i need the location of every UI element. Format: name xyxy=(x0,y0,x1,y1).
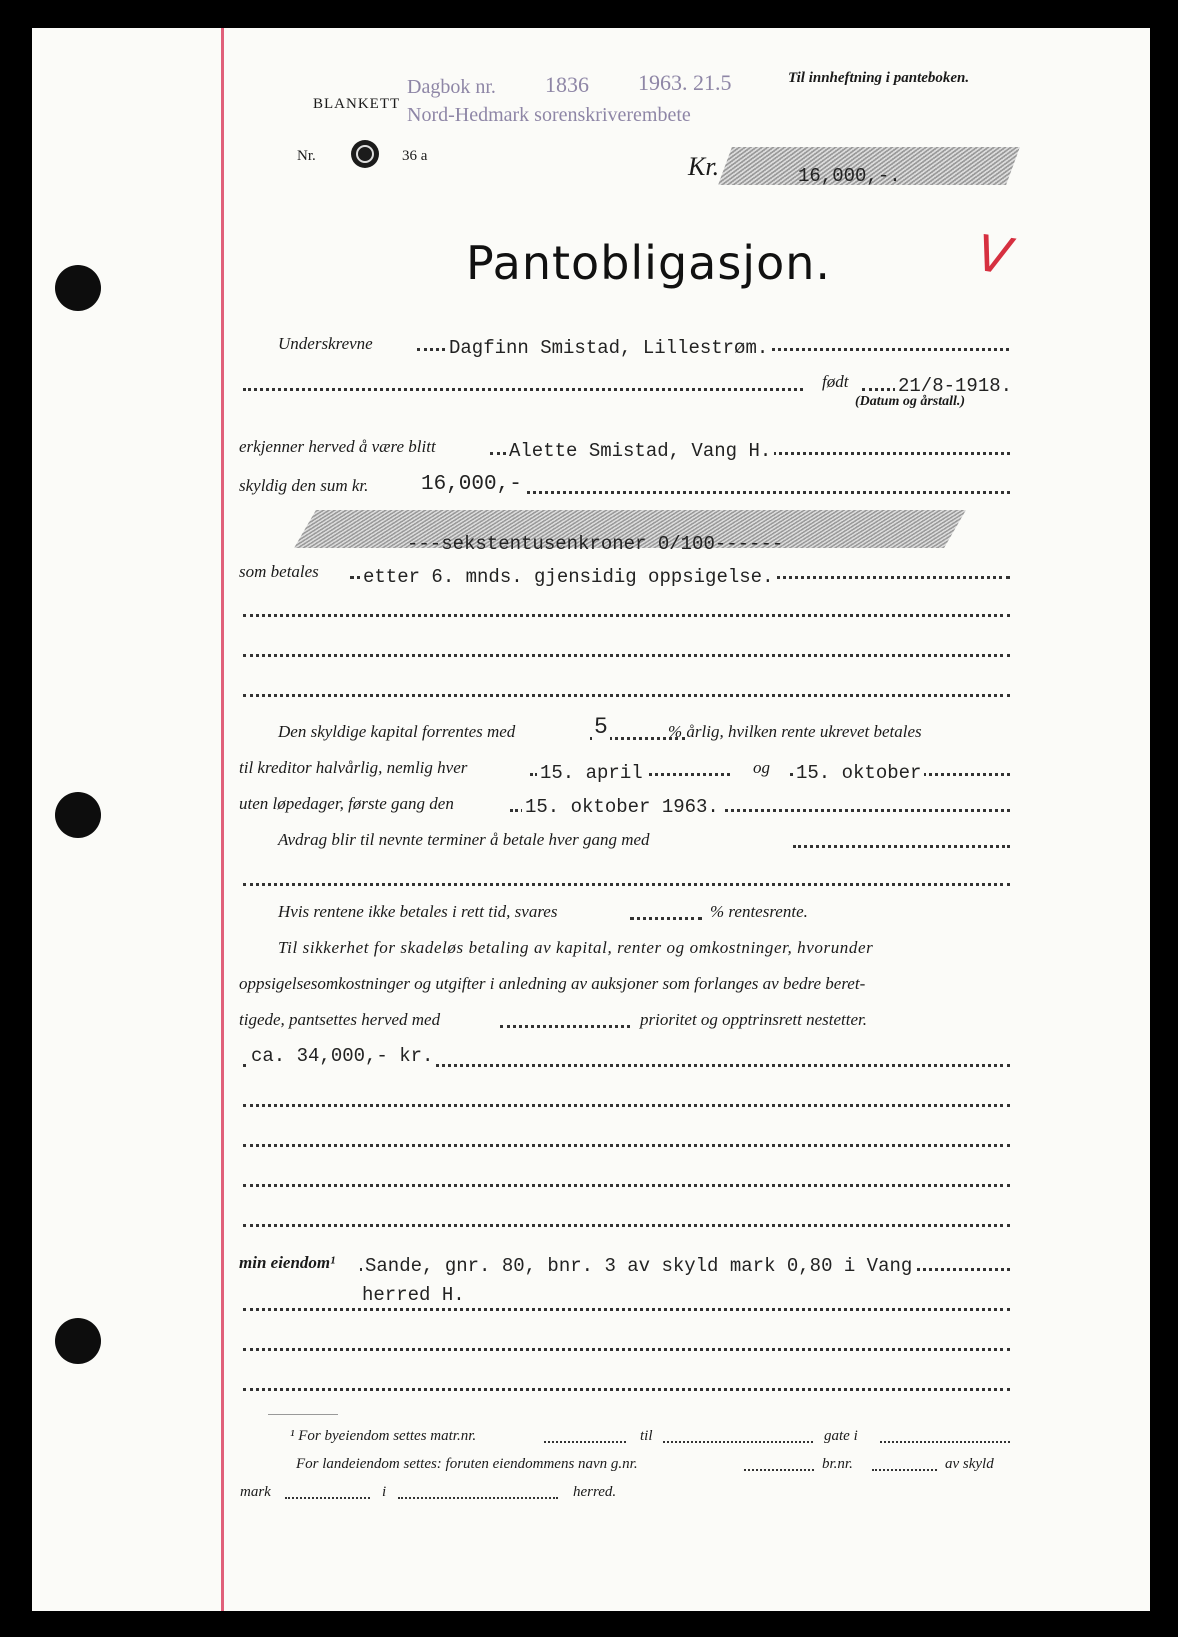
halfyear-label: til kreditor halvårlig, nemlig hver xyxy=(239,758,468,777)
dotted-line xyxy=(744,1469,814,1471)
born-label: født xyxy=(822,372,849,391)
kr-label: Kr. xyxy=(688,152,720,181)
amount-value: 16,000,-. xyxy=(798,165,901,187)
born-value: 21/8-1918. xyxy=(895,375,1015,397)
seal-icon xyxy=(351,140,379,168)
dotted-line xyxy=(243,654,1010,657)
dotted-line xyxy=(243,694,1010,697)
punch-hole xyxy=(55,265,101,311)
undersigned-label: Underskrevne xyxy=(278,334,373,353)
dotted-line xyxy=(243,1308,1010,1311)
footnote-rule xyxy=(268,1414,338,1415)
dotted-line xyxy=(630,917,702,920)
dotted-line xyxy=(243,1104,1010,1107)
rente-label-b: % rentesrente. xyxy=(710,902,808,921)
first-date-value: 15. oktober 1963. xyxy=(522,796,722,818)
footnote-2b: br.nr. xyxy=(822,1456,853,1472)
footnote-3a: mark xyxy=(240,1484,271,1500)
first-date-label: uten løpedager, første gang den xyxy=(239,794,454,813)
document-title: Pantobligasjon. xyxy=(466,236,832,290)
footnote-2c: av skyld xyxy=(945,1456,994,1472)
footnote-3c: herred. xyxy=(573,1484,617,1500)
undersigned-value: Dagfinn Smistad, Lillestrøm. xyxy=(446,337,771,359)
dotted-line xyxy=(243,1388,1010,1391)
check-mark: V xyxy=(973,223,1016,287)
owe-label: skyldig den sum kr. xyxy=(239,476,369,495)
security-line-3a: tigede, pantsettes herved med xyxy=(239,1010,441,1029)
dotted-line xyxy=(243,883,1010,886)
amount-words: ---sekstentusenkroner 0/100------ xyxy=(407,533,784,555)
creditor-value: Alette Smistad, Vang H. xyxy=(506,440,774,462)
dotted-line xyxy=(793,845,1010,848)
stamp-dagbok-number: 1836 xyxy=(545,72,589,97)
dotted-line xyxy=(663,1441,813,1443)
dotted-line xyxy=(243,1224,1010,1227)
punch-hole xyxy=(55,792,101,838)
footnote-1c: gate i xyxy=(824,1428,858,1444)
dotted-line xyxy=(500,1025,630,1028)
dotted-line xyxy=(243,1348,1010,1351)
dotted-line xyxy=(398,1497,558,1499)
blankett-label: BLANKETT xyxy=(313,96,401,112)
stamp-dagbok: Dagbok nr. xyxy=(407,76,496,98)
prior-value: ca. 34,000,- kr. xyxy=(248,1045,436,1067)
stamp-date: 1963. 21.5 xyxy=(638,70,732,95)
born-hint: (Datum og årstall.) xyxy=(855,394,966,409)
form-number: 36 a xyxy=(402,148,428,164)
dotted-line xyxy=(285,1497,370,1499)
dotted-line xyxy=(243,614,1010,617)
rente-label: Hvis rentene ikke betales i rett tid, svares xyxy=(278,902,558,921)
footnote-1b: til xyxy=(640,1428,653,1444)
avdrag-label: Avdrag blir til nevnte terminer å betale hver gang med xyxy=(278,830,650,849)
punch-hole xyxy=(55,1318,101,1364)
pay-label: som betales xyxy=(239,562,319,581)
attach-note: Til innheftning i panteboken. xyxy=(788,70,970,86)
stamp-office: Nord-Hedmark sorenskriverembete xyxy=(407,104,691,126)
property-label: min eiendom¹ xyxy=(239,1253,336,1272)
margin-line xyxy=(221,28,224,1611)
footnote-1a: ¹ For byeiendom settes matr.nr. xyxy=(290,1428,477,1444)
og-label: og xyxy=(753,758,770,777)
security-line-2: oppsigelsesomkostninger og utgifter i anledning av auksjoner som forlanges av bedre beret- xyxy=(239,974,866,993)
dotted-line xyxy=(243,1184,1010,1187)
interest-rate: 5 xyxy=(594,714,608,740)
dotted-line xyxy=(243,388,803,391)
ack-label: erkjenner herved å være blitt xyxy=(239,437,436,456)
interest-label: Den skyldige kapital forrentes med xyxy=(278,722,516,741)
footnote-2a: For landeiendom settes: foruten eiendommens navn g.nr. xyxy=(296,1456,638,1472)
interest-label-b: % årlig, hvilken rente ukrevet betales xyxy=(668,722,922,741)
pay-value: etter 6. mnds. gjensidig oppsigelse. xyxy=(360,566,776,588)
dotted-line xyxy=(520,491,1010,494)
property-value: Sande, gnr. 80, bnr. 3 av skyld mark 0,80 i Vang xyxy=(362,1255,915,1277)
security-line-3b: prioritet og opptrinsrett nestetter. xyxy=(640,1010,867,1029)
property-value-2: herred H. xyxy=(362,1284,465,1306)
term-2: 15. oktober xyxy=(793,762,924,784)
dotted-line xyxy=(243,1144,1010,1147)
dotted-line xyxy=(872,1469,937,1471)
dotted-line xyxy=(544,1441,626,1443)
dotted-line xyxy=(880,1441,1010,1443)
term-1: 15. april xyxy=(537,762,646,784)
security-line-1: Til sikkerhet for skadeløs betaling av kapital, renter og omkostninger, hvorunder xyxy=(278,938,874,957)
owe-value: 16,000,- xyxy=(418,473,525,496)
nr-label: Nr. xyxy=(297,148,316,164)
footnote-3b: i xyxy=(382,1484,387,1500)
